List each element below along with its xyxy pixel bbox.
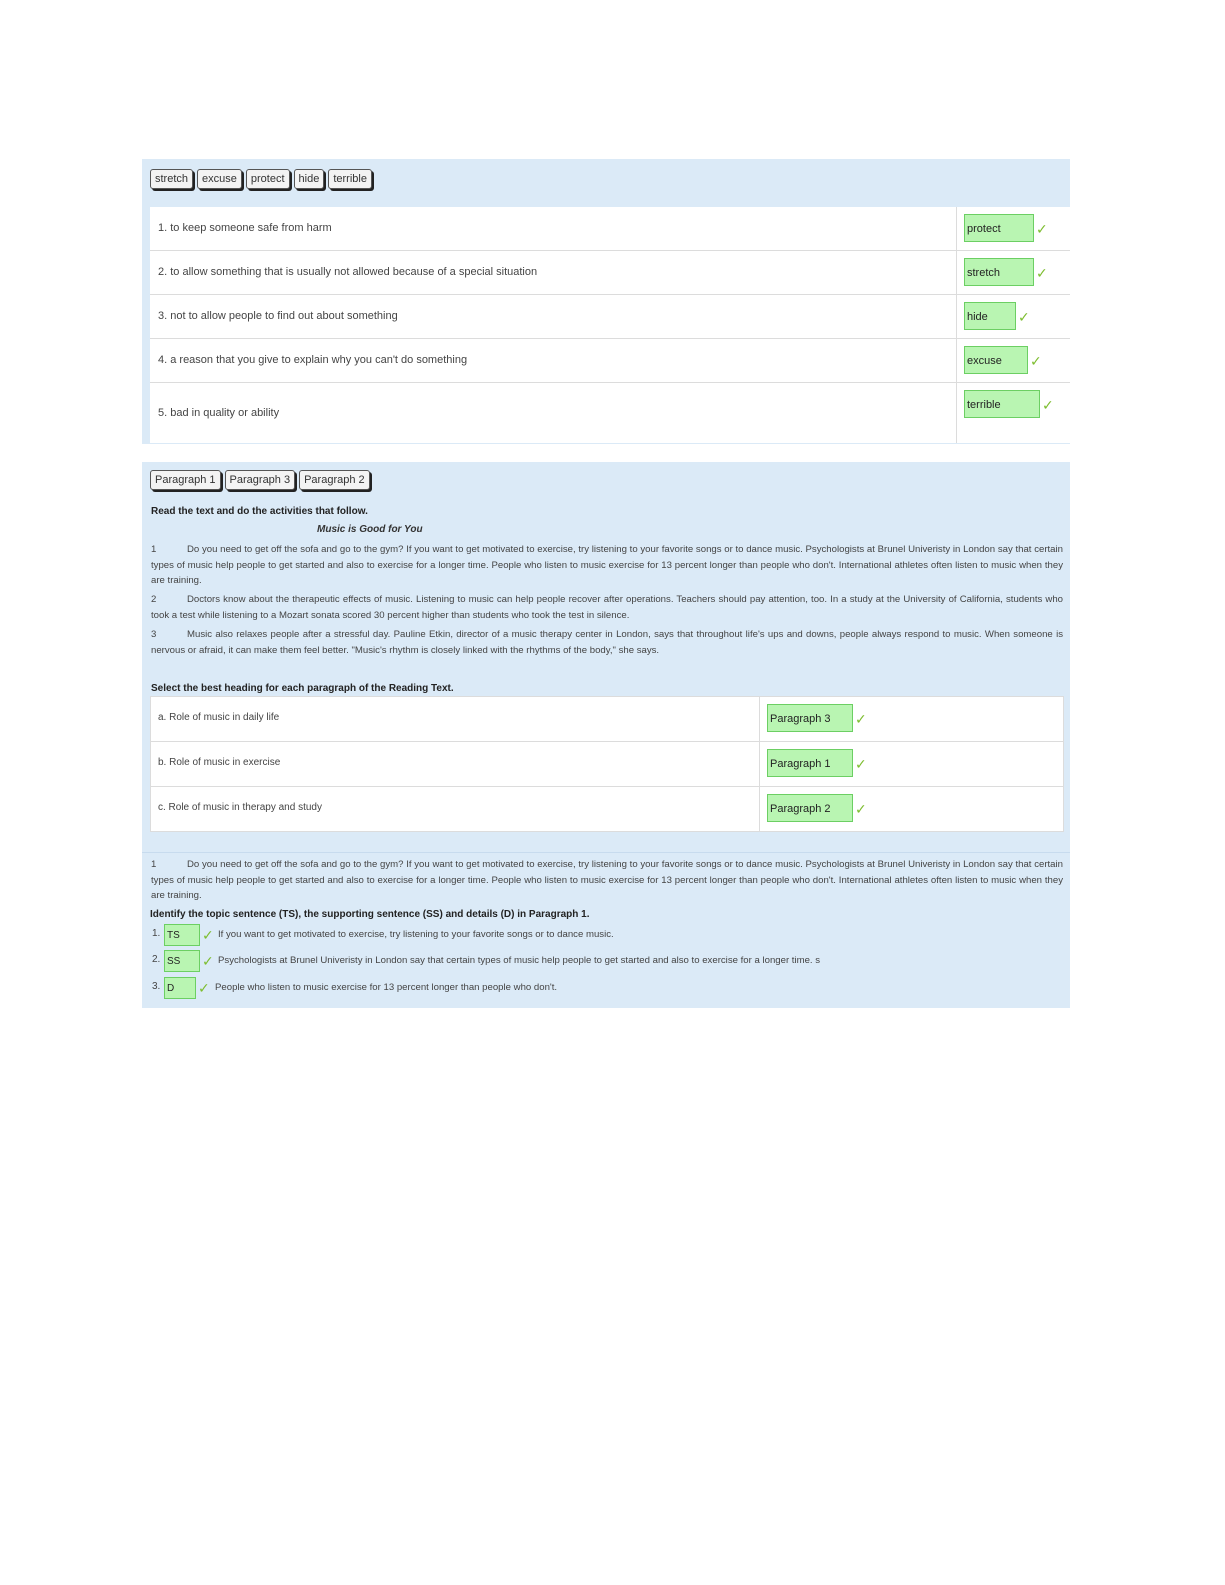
answer-slot[interactable]: D (164, 977, 196, 999)
check-icon: ✓ (1018, 309, 1030, 325)
topic-paragraph: 1 Do you need to get off the sofa and go to the gym? If you want to get motivated to exercise, try listening to your favorite songs or to dance music. Psychologists at Brunel Univeristy in London say that certain types of music help people to get started and also to exercise for a longer time. People who listen to music exercise for 13 percent longer than people who don't. International athletes often listen to music when they are training. (151, 859, 1063, 901)
word-bank (150, 169, 372, 189)
check-icon: ✓ (1042, 397, 1054, 413)
paragraph-chip-2[interactable]: Paragraph 2 (299, 470, 370, 490)
vocab-question: 2. to allow something that is usually not allowed because of a special situation (158, 266, 538, 278)
word-chip-excuse[interactable]: excuse (197, 169, 242, 189)
heading-question: c. Role of music in therapy and study (158, 802, 322, 813)
answer-slot[interactable]: SS (164, 950, 200, 972)
row-number: 1. (152, 928, 161, 939)
word-chip-terrible[interactable]: terrible (328, 169, 372, 189)
answer-slot[interactable]: stretch (964, 258, 1034, 286)
vocab-row (150, 339, 1070, 383)
heading-row (151, 697, 1063, 742)
vocab-table (150, 207, 1070, 443)
topic-sentence: People who listen to music exercise for 13 percent longer than people who don't. (215, 982, 558, 993)
topic-sentence: If you want to get motivated to exercise, try listening to your favorite songs or to dance music. (218, 929, 614, 940)
heading-question: b. Role of music in exercise (158, 757, 281, 768)
check-icon: ✓ (855, 711, 867, 727)
row-number: 3. (152, 981, 161, 992)
check-icon: ✓ (198, 980, 210, 996)
word-chip-protect[interactable]: protect (246, 169, 290, 189)
paragraph-chip-1[interactable]: Paragraph 1 (150, 470, 221, 490)
check-icon: ✓ (202, 953, 214, 969)
reading-paragraph: 2 Doctors know about the therapeutic effects of music. Listening to music can help people recover after operations. Teachers should pay attention, too. In a study at the University of California, students who took a test while listening to a Mozart sonata scored 30 percent higher than students who took the test in silence. (151, 594, 1063, 621)
vocab-question: 3. not to allow people to find out about something (158, 310, 398, 322)
topic-panel (142, 852, 1070, 1008)
reading-paragraph: 1 Do you need to get off the sofa and go to the gym? If you want to get motivated to exercise, try listening to your favorite songs or to dance music. Psychologists at Brunel Univeristy in London say that certain types of music help people to get started and also to exercise for a longer time. People who listen to music exercise for 13 percent longer than people who don't. International athletes often listen to music when they are training. (151, 544, 1063, 586)
word-chip-hide[interactable]: hide (294, 169, 325, 189)
word-chip-stretch[interactable]: stretch (150, 169, 193, 189)
reading-instruction: Read the text and do the activities that follow. (151, 506, 368, 517)
answer-slot[interactable]: hide (964, 302, 1016, 330)
check-icon: ✓ (855, 756, 867, 772)
paragraph-bank (150, 470, 370, 490)
check-icon: ✓ (202, 927, 214, 943)
vocab-question: 5. bad in quality or ability (158, 407, 280, 419)
answer-slot[interactable]: Paragraph 3 (767, 704, 853, 732)
heading-row (151, 742, 1063, 787)
heading-row (151, 787, 1063, 831)
answer-slot[interactable]: protect (964, 214, 1034, 242)
check-icon: ✓ (1036, 265, 1048, 281)
answer-slot[interactable]: Paragraph 2 (767, 794, 853, 822)
reading-paragraph: 3 Music also relaxes people after a stressful day. Pauline Etkin, director of a music therapy center in London, says that throughout life's ups and downs, people always respond to music. When someone is nervous or afraid, it can make them feel better. "Music's rhythm is closely linked with the rhythms of the body," she says. (151, 629, 1063, 656)
topic-instruction: Identify the topic sentence (TS), the supporting sentence (SS) and details (D) in Paragraph 1. (150, 909, 590, 920)
heading-question: a. Role of music in daily life (158, 712, 280, 723)
answer-slot[interactable]: Paragraph 1 (767, 749, 853, 777)
check-icon: ✓ (1036, 221, 1048, 237)
check-icon: ✓ (855, 801, 867, 817)
vocab-row (150, 207, 1070, 251)
vocab-panel (142, 159, 1070, 444)
vocab-question: 1. to keep someone safe from harm (158, 222, 332, 234)
check-icon: ✓ (1030, 353, 1042, 369)
reading-title: Music is Good for You (317, 524, 423, 535)
answer-slot[interactable]: terrible (964, 390, 1040, 418)
headings-table (150, 696, 1064, 832)
row-number: 2. (152, 954, 161, 965)
vocab-row (150, 251, 1070, 295)
answer-slot[interactable]: excuse (964, 346, 1028, 374)
headings-instruction: Select the best heading for each paragraph of the Reading Text. (151, 683, 454, 694)
topic-sentence: Psychologists at Brunel Univeristy in London say that certain types of music help people to get started and also to exercise for a longer time. s (218, 955, 821, 966)
vocab-row (150, 295, 1070, 339)
vocab-row (150, 383, 1070, 443)
reading-panel (142, 462, 1070, 852)
answer-slot[interactable]: TS (164, 924, 200, 946)
paragraph-chip-3[interactable]: Paragraph 3 (225, 470, 296, 490)
vocab-question: 4. a reason that you give to explain why you can't do something (158, 354, 468, 366)
